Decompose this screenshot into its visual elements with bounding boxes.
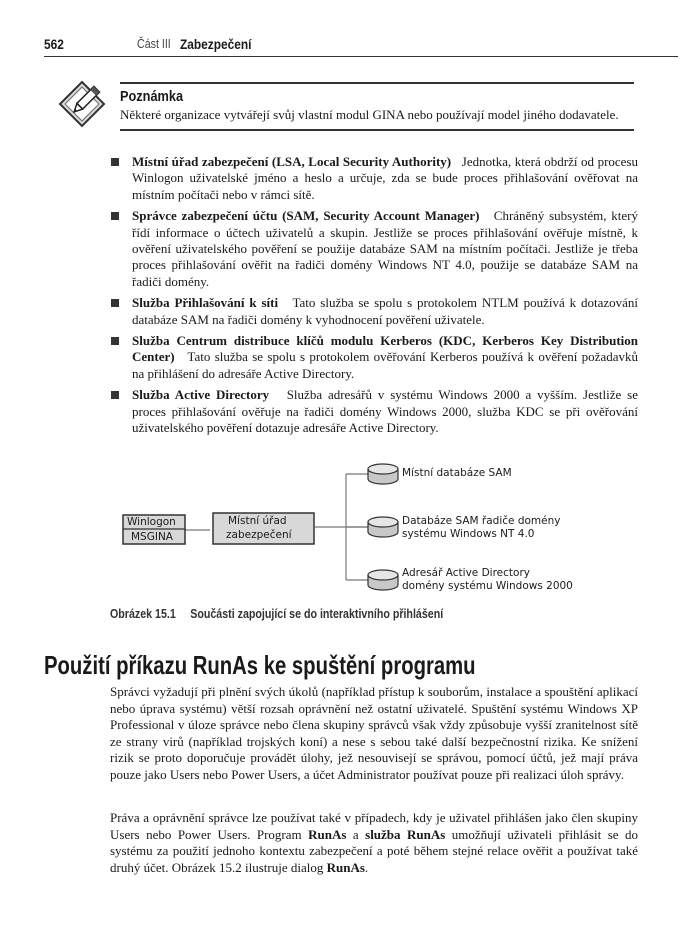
paragraph: Správci vyžadují při plnění svých úkolů (například přístup k souborům, instalace a spouštění aplikací nebo úprava systému) větší rozsah oprávnění než ostatní uživatelé. Spuštění systému Windows XP Professional v úloze správce nebo člena skupiny správců však vždy způsobuje vyšší zranitelnost sítě ze strany virů (například trojských koní) a nese s sebou také další bezpečnostní rizika. Ke snížení rizik se proto doporučuje provádět úlohy, jež nesouvisejí se správou, pomocí účtů, jež mají práva pouze jako Users nebo Power Users, a účet Administrator používat pouze při realizaci úloh správy. (110, 684, 638, 782)
lsa-label-line1: Místní úřad (228, 515, 287, 527)
pencil-note-icon (58, 80, 106, 128)
list-item (110, 333, 638, 382)
text-run: a (346, 826, 366, 842)
part-label: Část III (137, 36, 171, 51)
bold-term: RunAs (326, 859, 365, 875)
bullet-square-icon (111, 391, 119, 399)
figure-caption (110, 606, 443, 621)
bold-term: RunAs (308, 826, 347, 842)
list-item-text: Tato služba se spolu s protokolem ověřování Kerberos používá k ověření požadavků na přihlášení do adresáře Active Directory. (132, 349, 638, 381)
list-item-term: Služba Active Directory (132, 387, 270, 403)
list-item-term: Služba Centrum distribuce klíčů modulu Kerberos (KDC, Kerberos Key Distribution Center) (132, 333, 638, 365)
page-number: 562 (44, 36, 64, 52)
list-item (110, 208, 638, 290)
text-run: Práva a oprávnění správce lze používat také v případech, kdy je uživatel přihlášen jako člen skupiny Users nebo Power Users. Program (110, 810, 638, 842)
text-run: umožňují uživateli přihlásit se do systému za použití jednoho kontextu zabezpečení a poté během stejné relace ověřit a používat také druhý účet. Obrázek 15.2 ilustruje dialog (110, 826, 639, 875)
section-heading: Použití příkazu RunAs ke spuštění programu (44, 650, 476, 680)
note-text: Některé organizace vytvářejí svůj vlastní modul GINA nebo používají model jiného dodavatele. (120, 107, 619, 122)
definition-list (110, 154, 638, 442)
list-item-text: Služba adresářů v systému Windows 2000 a vyšším. Jestliže se proces přihlašování ověřuje na řadiči domény Windows 2000, služba KDC se při ověřování uživatelského pověření dotazuje adresáře Active Directory. (132, 387, 638, 436)
note-title: Poznámka (120, 88, 184, 105)
msgina-label: MSGINA (131, 531, 173, 543)
database-label: domény systému Windows 2000 (402, 580, 573, 592)
database-icon (368, 570, 398, 590)
bullet-square-icon (111, 212, 119, 220)
list-item (110, 387, 638, 436)
list-item-text: Tato služba se spolu s protokolem NTLM používá k dotazování databáze SAM na řadiči domény k vyhodnocení pověření uživatele. (132, 295, 638, 327)
database-icon (368, 517, 398, 537)
figure-number: Obrázek 15.1 (110, 606, 176, 621)
database-label: Databáze SAM řadiče domény (402, 515, 561, 527)
page-header (44, 34, 678, 57)
lsa-label-line2: zabezpečení (226, 529, 292, 541)
bullet-square-icon (111, 158, 119, 166)
database-label: systému Windows NT 4.0 (402, 528, 535, 540)
paragraph (110, 810, 638, 876)
bullet-square-icon (111, 337, 119, 345)
bold-term: služba RunAs (365, 826, 446, 842)
figure-caption-text: Součásti zapojující se do interaktivního přihlášení (190, 606, 444, 621)
database-icon (368, 464, 398, 484)
list-item (110, 295, 638, 328)
list-item-text: Chráněný subsystém, který řídí informace o účtech uživatelů a skupin. Jestliže se proces přihlašování ověřuje místně, k ověření uživatelského pověření se použije databáze SAM na místním počítači. Jestliže je třeba proces přihlašování ověřit na řadiči domény Windows NT 4.0, použije se databáze SAM na řadiči domény. (132, 208, 639, 289)
list-item-term: Služba Přihlašování k síti (132, 295, 279, 311)
logon-components-diagram (110, 455, 610, 605)
list-item-term: Správce zabezpečení účtu (SAM, Security Account Manager) (132, 208, 480, 224)
list-item (110, 154, 638, 203)
database-label: Místní databáze SAM (402, 467, 512, 479)
database-label: Adresář Active Directory (402, 567, 530, 579)
list-item-term: Místní úřad zabezpečení (LSA, Local Security Authority) (132, 154, 452, 169)
chapter-title: Zabezpečení (180, 36, 252, 52)
text-run: . (364, 859, 369, 875)
list-item-text: Jednotka, která obdrží od procesu Winlogon uživatelské jméno a heslo a určuje, zda se bude proces přihlašování ověřovat na místním počítači nebo v rámci sítě. (132, 154, 639, 202)
winlogon-label: Winlogon (127, 516, 176, 528)
bullet-square-icon (111, 299, 119, 307)
note-box (120, 82, 634, 131)
